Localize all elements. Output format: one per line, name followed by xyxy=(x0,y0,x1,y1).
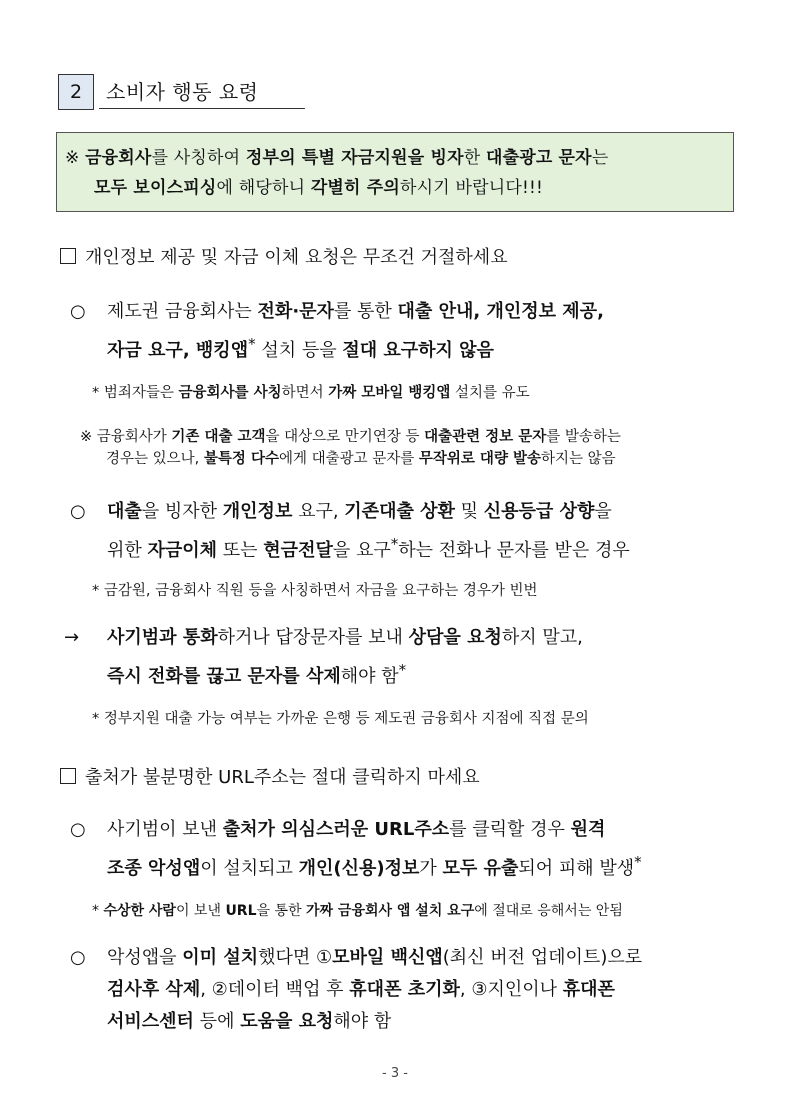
circle-bullet-icon: ○ xyxy=(70,501,86,522)
footnote: * 금감원, 금융회사 직원 등을 사칭하면서 자금을 요구하는 경우가 빈번 xyxy=(92,583,538,599)
checkbox-square-icon xyxy=(60,768,76,784)
notice-line-2: 모두 보이스피싱에 해당하니 각별히 주의하시기 바랍니다!!! xyxy=(94,178,544,198)
footnote: * 범죄자들은 금융회사를 사칭하면서 가짜 모바일 뱅킹앱 설치를 유도 xyxy=(92,385,530,401)
circle-bullet-icon: ○ xyxy=(70,301,86,322)
right-arrow-icon: → xyxy=(64,627,80,648)
item-line: 대출을 빙자한 개인정보 요구, 기존대출 상환 및 신용등급 상향을 xyxy=(107,501,612,522)
reference-note xyxy=(80,426,621,470)
item-line: 사기범이 보낸 출처가 의심스러운 URL주소를 클릭할 경우 원격 xyxy=(107,819,606,840)
footnote: * 수상한 사람이 보낸 URL을 통한 가짜 금융회사 앱 설치 요구에 절대로 응해서는 안됨 xyxy=(92,903,623,919)
heading-text: 개인정보 제공 및 자금 이체 요청은 무조건 거절하세요 xyxy=(85,247,508,268)
list-item xyxy=(70,296,604,367)
heading-text: 출처가 불분명한 URL주소는 절대 클릭하지 마세요 xyxy=(85,767,480,788)
notice-line-1: ※ 금융회사를 사칭하여 정부의 특별 자금지원을 빙자한 대출광고 문자는 xyxy=(65,148,609,168)
item-line: 자금 요구, 뱅킹앱* 설치 등을 절대 요구하지 않음 xyxy=(107,335,494,361)
page-number: - 3 - xyxy=(382,1066,408,1081)
section-number: 2 xyxy=(58,74,94,110)
item-line: 위한 자금이체 또는 현금전달을 요구*하는 전화나 문자를 받은 경우 xyxy=(107,535,630,561)
list-item xyxy=(64,622,583,693)
warning-notice-box xyxy=(56,132,734,212)
item-line: 서비스센터 등에 도움을 요청해야 함 xyxy=(107,1011,392,1032)
heading-url-warning xyxy=(60,764,480,792)
item-line: 제도권 금융회사는 전화·문자를 통한 대출 안내, 개인정보 제공, xyxy=(107,301,604,322)
list-item xyxy=(70,814,642,885)
list-item xyxy=(70,496,630,567)
footnote: * 정부지원 대출 가능 여부는 가까운 은행 등 제도권 금융회사 지점에 직접 문의 xyxy=(92,711,589,727)
item-line: 즉시 전화를 끊고 문자를 삭제해야 함* xyxy=(107,661,407,687)
heading-personal-info xyxy=(60,244,508,272)
section-title-underline xyxy=(99,108,305,109)
checkbox-square-icon xyxy=(60,248,76,264)
item-line: 악성앱을 이미 설치했다면 ①모바일 백신앱(최신 버전 업데이트)으로 xyxy=(107,947,643,968)
item-line: 검사후 삭제, ②데이터 백업 후 휴대폰 초기화, ③지인이나 휴대폰 xyxy=(107,979,615,1000)
circle-bullet-icon: ○ xyxy=(70,947,86,968)
item-line: 조종 악성앱이 설치되고 개인(신용)정보가 모두 유출되어 피해 발생* xyxy=(107,853,642,879)
section-title: 소비자 행동 요령 xyxy=(106,80,259,104)
item-line: 사기범과 통화하거나 답장문자를 보내 상담을 요청하지 말고, xyxy=(107,627,583,648)
note-line: 경우는 있으나, 불특정 다수에게 대출광고 문자를 무작위로 대량 발송하지는 않음 xyxy=(106,451,616,467)
circle-bullet-icon: ○ xyxy=(70,819,86,840)
list-item xyxy=(70,942,642,1038)
note-line: ※ 금융회사가 기존 대출 고객을 대상으로 만기연장 등 대출관련 정보 문자를 발송하는 xyxy=(80,429,621,445)
